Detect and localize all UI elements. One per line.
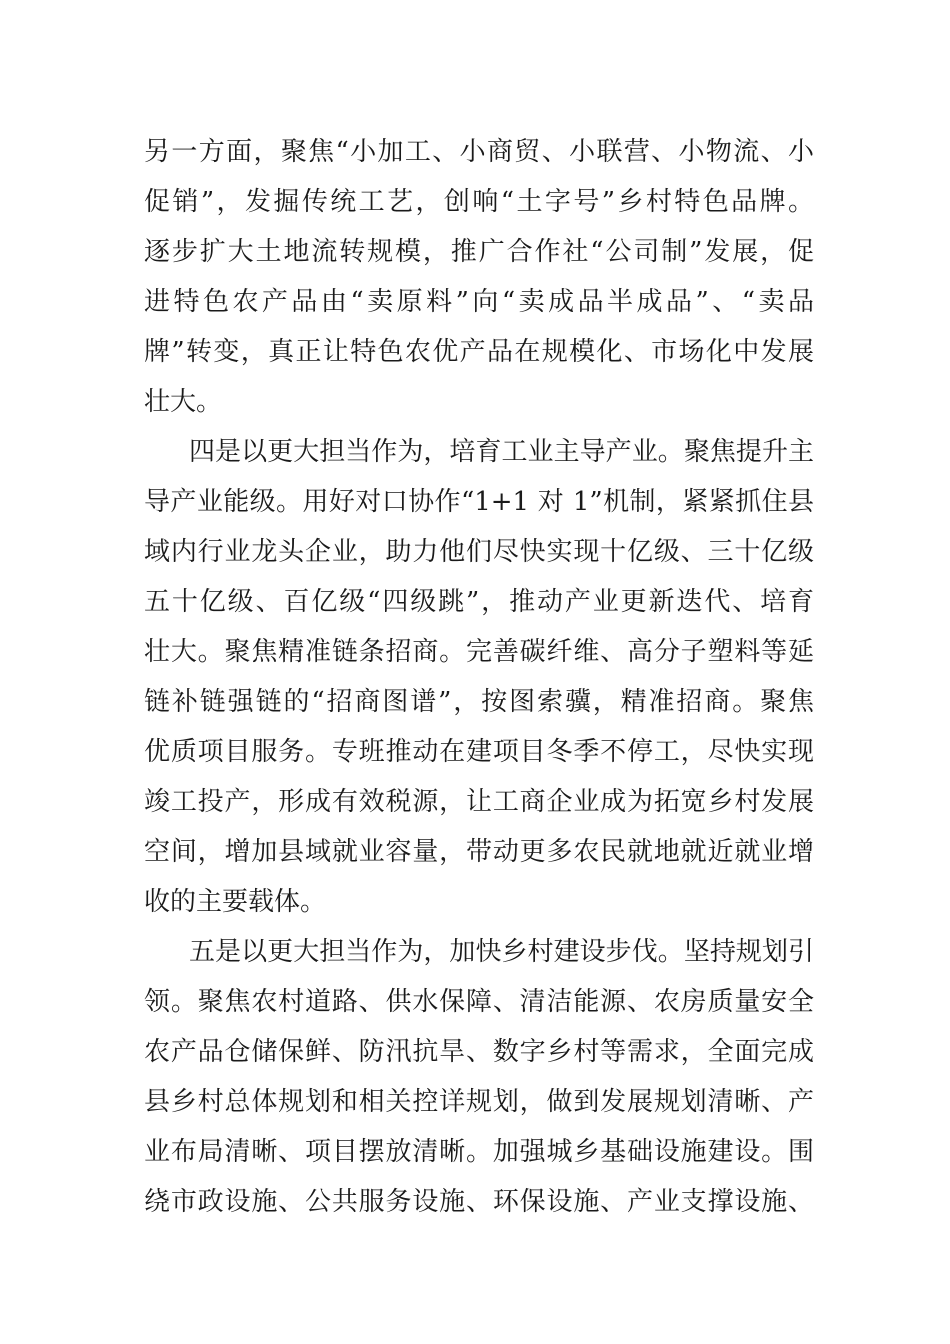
text-line: 另一方面，聚焦“小加工、小商贸、小联营、小物流、小 [144, 137, 814, 167]
text-line: 五是以更大担当作为，加快乡村建设步伐。坚持规划引 [189, 937, 814, 967]
text-line: 促销”，发掘传统工艺，创响“土字号”乡村特色品牌。 [144, 187, 814, 217]
text-line: 链补链强链的“招商图谱”，按图索骥，精准招商。聚焦 [144, 687, 814, 717]
text-line: 农产品仓储保鲜、防汛抗旱、数字乡村等需求，全面完成 [144, 1037, 814, 1067]
text-line: 进特色农产品由“卖原料”向“卖成品半成品”、“卖品 [144, 287, 814, 317]
paragraph-2 [144, 427, 814, 927]
text-line: 壮大。聚焦精准链条招商。完善碳纤维、高分子塑料等延 [144, 637, 814, 667]
text-line: 壮大。 [144, 387, 223, 417]
text-line: 五十亿级、百亿级“四级跳”，推动产业更新迭代、培育 [144, 587, 814, 617]
text-line: 牌”转变，真正让特色农优产品在规模化、市场化中发展 [144, 337, 814, 367]
text-line: 领。聚焦农村道路、供水保障、清洁能源、农房质量安全 [144, 987, 814, 1017]
paragraph-3 [144, 927, 814, 1227]
paragraph-1 [144, 127, 814, 427]
document-body [144, 127, 814, 1227]
text-line: 业布局清晰、项目摆放清晰。加强城乡基础设施建设。围 [144, 1137, 814, 1167]
text-line: 绕市政设施、公共服务设施、环保设施、产业支撑设施、 [144, 1187, 814, 1217]
text-line: 四是以更大担当作为，培育工业主导产业。聚焦提升主 [189, 437, 814, 467]
text-line: 竣工投产，形成有效税源，让工商企业成为拓宽乡村发展 [144, 787, 814, 817]
text-line: 优质项目服务。专班推动在建项目冬季不停工，尽快实现 [144, 737, 814, 767]
text-line: 逐步扩大土地流转规模，推广合作社“公司制”发展，促 [144, 237, 814, 267]
text-line: 县乡村总体规划和相关控详规划，做到发展规划清晰、产 [144, 1087, 814, 1117]
text-line: 收的主要载体。 [144, 887, 327, 917]
text-line: 导产业能级。用好对口协作“1+1 对 1”机制，紧紧抓住县 [144, 487, 814, 517]
text-line: 空间，增加县域就业容量，带动更多农民就地就近就业增 [144, 837, 814, 867]
text-line: 域内行业龙头企业，助力他们尽快实现十亿级、三十亿级 [144, 537, 814, 567]
